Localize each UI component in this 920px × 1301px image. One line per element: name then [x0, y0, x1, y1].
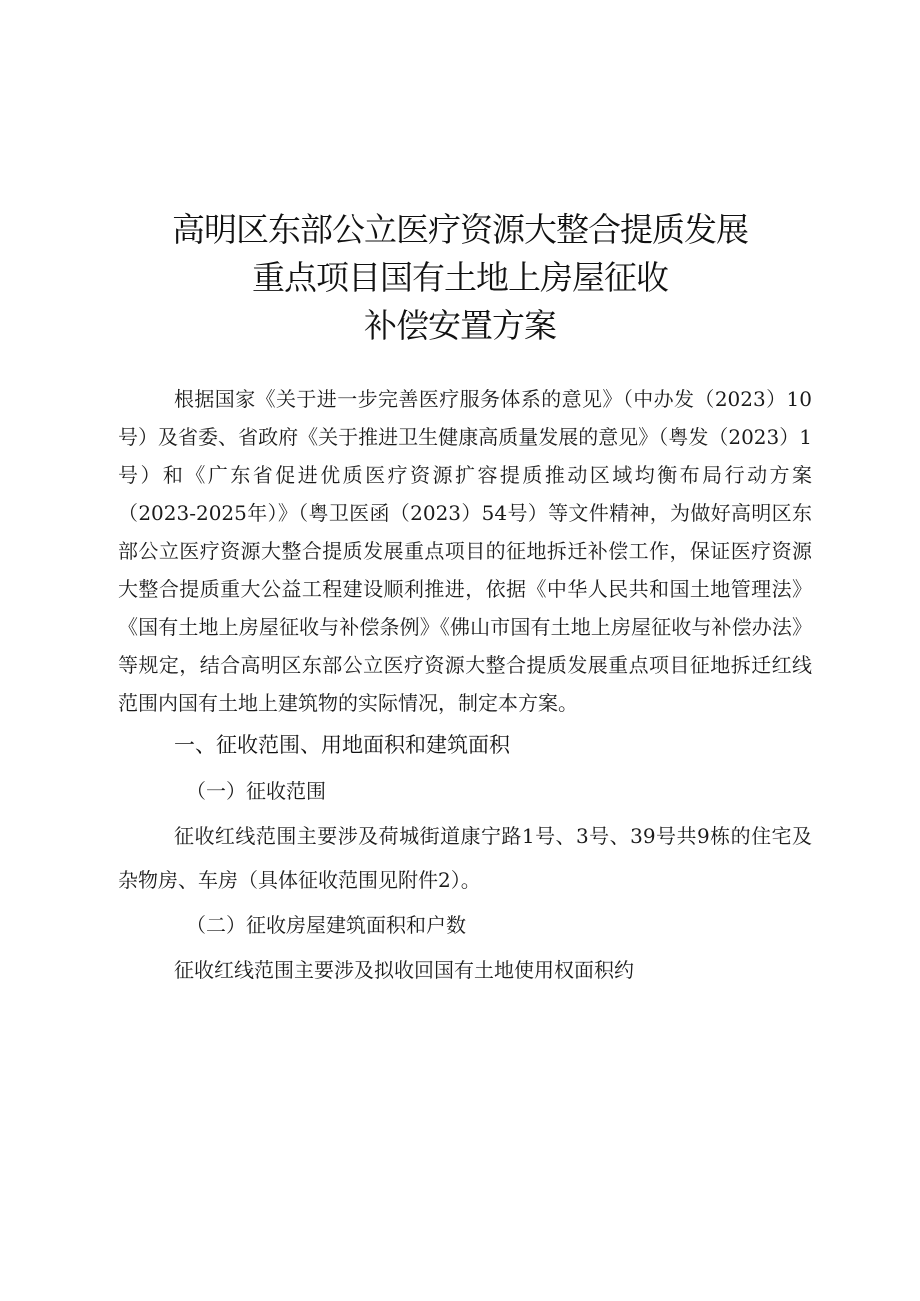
document-title — [0, 206, 920, 350]
title-line-3: 补偿安置方案 — [364, 306, 556, 345]
title-line-2: 重点项目国有土地上房屋征收 — [252, 258, 668, 297]
section-1-1-text: 征收红线范围主要涉及荷城街道康宁路1号、3号、39号共9栋的住宅及杂物房、车房（具体征收范围见附件2）。 — [118, 824, 812, 892]
document-body — [118, 380, 812, 992]
section-1-2-text: 征收红线范围主要涉及拟收回国有土地使用权面积约 — [174, 958, 634, 982]
section-1-2-heading: （二）征收房屋建筑面积和户数 — [186, 913, 466, 937]
section-1-heading: 一、征收范围、用地面积和建筑面积 — [174, 733, 510, 757]
section-1-1-heading: （一）征收范围 — [186, 779, 326, 803]
intro-paragraph: 根据国家《关于进一步完善医疗服务体系的意见》（中办发（2023）10号）及省委、省政府《关于推进卫生健康高质量发展的意见》（粤发（2023）1号）和《广东省促进优质医疗资源扩容提质推动区域均衡布局行动方案（2023-2025年）》（粤卫医函（2023）54号）等文件精神，为做好高明区东部公立医疗资源大整合提质发展重点项目的征地拆迁补偿工作，保证医疗资源大整合提质重大公益工程建设顺利推进，依据《中华人民共和国土地管理法》《国有土地上房屋征收与补偿条例》《佛山市国有土地上房屋征收与补偿办法》等规定，结合高明区东部公立医疗资源大整合提质发展重点项目征地拆迁红线范围内国有土地上建筑物的实际情况，制定本方案。 — [118, 387, 812, 715]
title-line-1: 高明区东部公立医疗资源大整合提质发展 — [172, 210, 748, 249]
